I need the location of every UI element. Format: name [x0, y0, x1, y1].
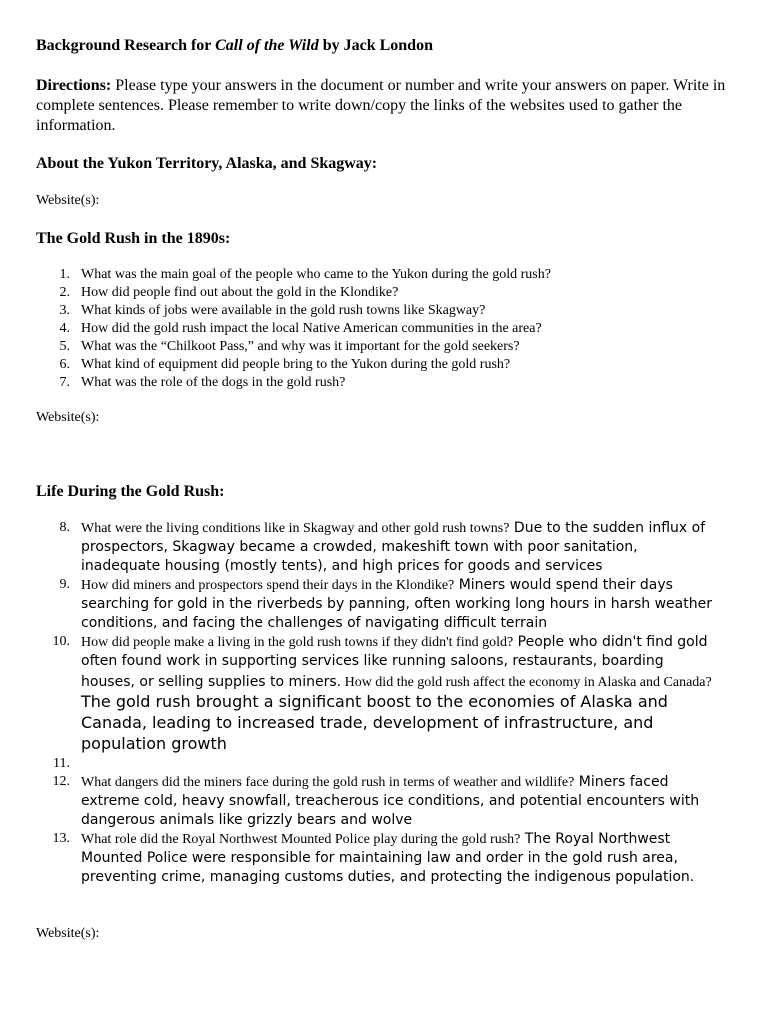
list-item: 13. What role did the Royal Northwest Mounted Police play during the gold rush? The Royal Northwest Mounted Police were responsible for maintaining law and order in the gold rush area, preventing crime, managing customs duties, and protecting the indigenous population. [52, 831, 695, 885]
question-text: How did the gold rush affect the economy in Alaska and Canada? [341, 675, 712, 690]
list-item: 1. What was the main goal of the people who came to the Yukon during the gold rush? [59, 267, 551, 282]
directions-paragraph [36, 76, 736, 136]
directions-label: Directions: [36, 77, 112, 94]
list-item: 4. How did the gold rush impact the local Native American communities in the area? [59, 321, 542, 336]
directions-text: Please type your answers in the document or number and write your answers on paper. Write in complete sentences. Please remember to write down/copy the links of the websites used to gather the information. [36, 77, 726, 134]
list-item: 5. What was the “Chilkoot Pass,” and why was it important for the gold seekers? [59, 339, 520, 354]
website-label-3: Website(s): [36, 926, 100, 941]
section-heading-gold-rush: The Gold Rush in the 1890s: [36, 230, 231, 247]
website-label-1: Website(s): [36, 193, 100, 208]
answer-text: The gold rush brought a significant boost to the economies of Alaska and Canada, leading to increased trade, development of infrastructure, and population growth [81, 692, 668, 753]
question-text: What dangers did the miners face during the gold rush in terms of weather and wildlife? [81, 775, 575, 790]
question-text: What were the living conditions like in Skagway and other gold rush towns? [81, 521, 510, 536]
list-item: 2. How did people find out about the gold in the Klondike? [59, 285, 399, 300]
website-label-2: Website(s): [36, 410, 100, 425]
life-question-list [36, 519, 721, 887]
answer-text: Miners faced extreme cold, heavy snowfall, treacherous ice conditions, and potential encounters with dangerous animals like grizzly bears and wolve [81, 774, 700, 828]
document-title [36, 37, 728, 55]
answer-text: Miners would spend their days searching for gold in the riverbeds by panning, often working long hours in harsh weather conditions, and facing the challenges of navigating difficult terrain [81, 577, 712, 631]
list-item: 9. How did miners and prospectors spend their days in the Klondike? Miners would spend their days searching for gold in the riverbeds by panning, often working long hours in harsh weather conditions, and facing the challenges of navigating difficult terrain [59, 577, 712, 631]
list-item: 6. What kind of equipment did people bring to the Yukon during the gold rush? [59, 357, 511, 372]
list-item: 12. What dangers did the miners face during the gold rush in terms of weather and wildlife? Miners faced extreme cold, heavy snowfall, treacherous ice conditions, and potential encounters with dangerous animals like grizzly bears and wolve [52, 774, 700, 828]
list-item: 8. What were the living conditions like in Skagway and other gold rush towns? Due to the sudden influx of prospectors, Skagway became a crowded, makeshift town with poor sanitation, inadequate housing (mostly tents), and high prices for goods and services [59, 520, 706, 574]
question-text: What role did the Royal Northwest Mounted Police play during the gold rush? [81, 832, 521, 847]
answer-text: People who didn't find gold often found work in supporting services like running saloons, restaurants, boarding houses, or selling supplies to miners. [81, 634, 708, 690]
section-heading-yukon: About the Yukon Territory, Alaska, and Skagway: [36, 155, 378, 172]
answer-text: Due to the sudden influx of prospectors, Skagway became a crowded, makeshift town with poor sanitation, inadequate housing (mostly tents), and high prices for goods and services [81, 520, 706, 574]
question-text: How did people make a living in the gold rush towns if they didn't find gold? [81, 635, 514, 650]
title-author: by Jack London [318, 37, 433, 54]
title-prefix: Background Research for [36, 37, 216, 54]
list-item: 3. What kinds of jobs were available in the gold rush towns like Skagway? [59, 303, 486, 318]
section-heading-life: Life During the Gold Rush: [36, 483, 225, 500]
list-item: 7. What was the role of the dogs in the gold rush? [59, 375, 346, 390]
title-book-name: Call of the Wild [215, 37, 319, 54]
list-item: 10. How did people make a living in the gold rush towns if they didn't find gold? People who didn't find gold often found work in supporting services like running saloons, restaurants, boarding houses, or selling supplies to miners. How did the gold rush affect the economy in Alaska and Canada? The gold rush brought a significant boost to the economies of Alaska and Canada, leading to increased trade, development of infrastructure, and population growth [52, 634, 712, 753]
question-text: How did miners and prospectors spend their days in the Klondike? [81, 578, 455, 593]
list-item: 11. [53, 756, 70, 771]
answer-text: The Royal Northwest Mounted Police were responsible for maintaining law and order in the gold rush area, preventing crime, managing customs duties, and protecting the indigenous population. [81, 831, 695, 885]
gold-rush-question-list [36, 266, 721, 392]
